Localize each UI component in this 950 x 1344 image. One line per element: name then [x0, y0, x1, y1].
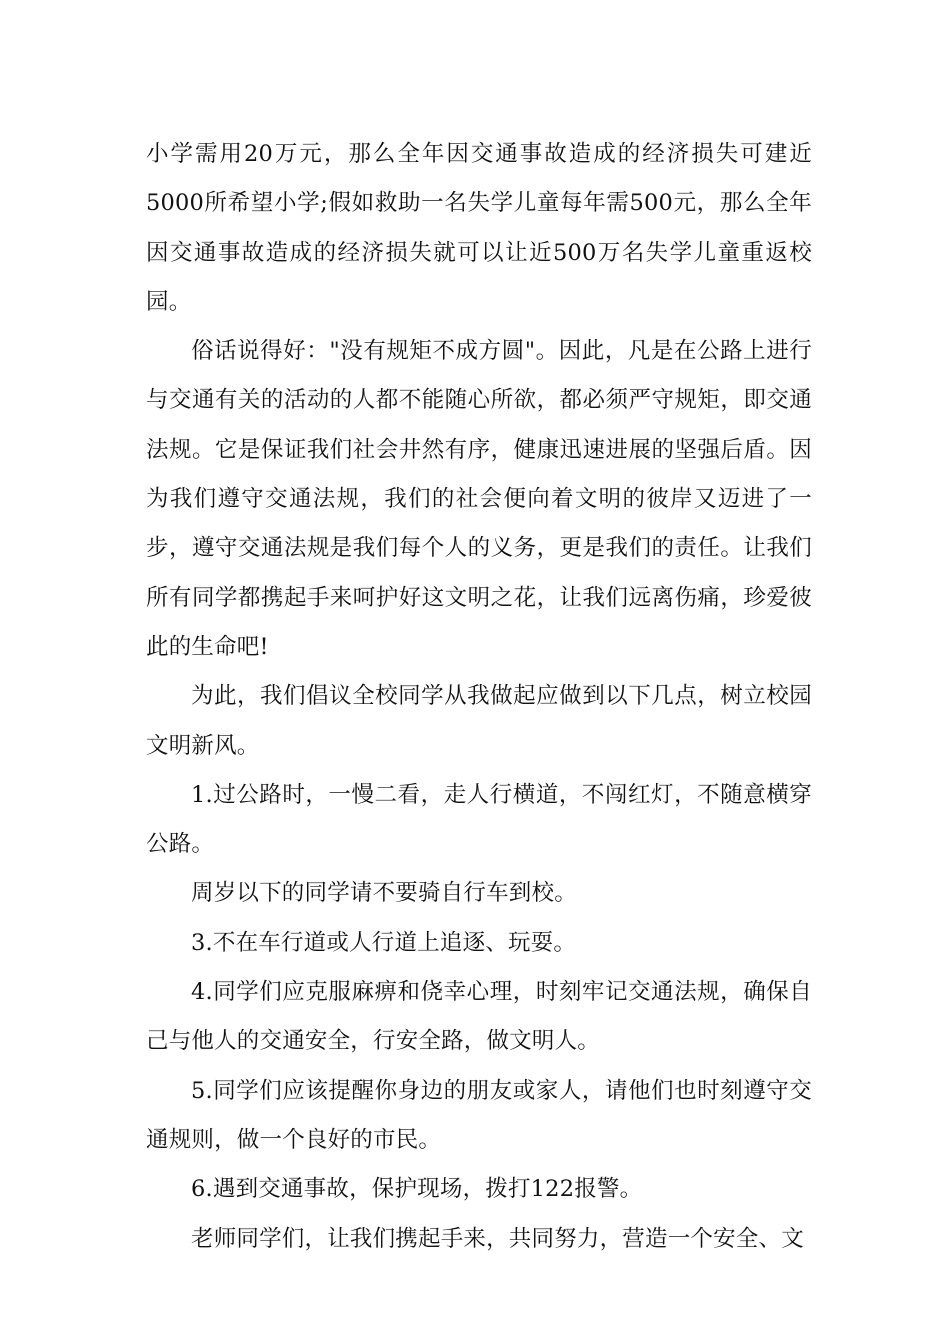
- list-item-1: 1.过公路时，一慢二看，走人行横道，不闯红灯，不随意横穿公路。: [146, 781, 812, 858]
- list-item-4: 4.同学们应克服麻痹和侥幸心理，时刻牢记交通法规，确保自己与他人的交通安全，行安全路，做文明人。: [146, 979, 812, 1055]
- paragraph-proposal: 为此，我们倡议全校同学从我做起应做到以下几点，树立校园文明新风。: [146, 683, 812, 759]
- document-body: [146, 130, 812, 1264]
- list-item-5: 5.同学们应该提醒你身边的朋友或家人，请他们也时刻遵守交通规则，做一个良好的市民。: [146, 1077, 812, 1153]
- list-item-2: 周岁以下的同学请不要骑自行车到校。: [191, 880, 577, 907]
- list-item-3: 3.不在车行道或人行道上追逐、玩耍。: [191, 929, 577, 956]
- paragraph-continuation: 小学需用20万元，那么全年因交通事故造成的经济损失可建近5000所希望小学;假如救助一名失学儿童每年需500元，那么全年因交通事故造成的经济损失就可以让近500万名失学儿童重返校园。: [146, 141, 812, 315]
- paragraph-closing: 老师同学们，让我们携起手来，共同努力，营造一个安全、文: [191, 1225, 804, 1252]
- list-item-6: 6.遇到交通事故，保护现场，拨打122报警。: [191, 1176, 643, 1203]
- paragraph-proverb: 俗话说得好："没有规矩不成方圆"。因此，凡是在公路上进行与交通有关的活动的人都不能随心所欲，都必须严守规矩，即交通法规。它是保证我们社会井然有序，健康迅速进展的坚强后盾。因为我们遵守交通法规，我们的社会便向着文明的彼岸又迈进了一步，遵守交通法规是我们每个人的义务，更是我们的责任。让我们所有同学都携起手来呵护好这文明之花，让我们远离伤痛，珍爱彼此的生命吧!: [146, 338, 812, 660]
